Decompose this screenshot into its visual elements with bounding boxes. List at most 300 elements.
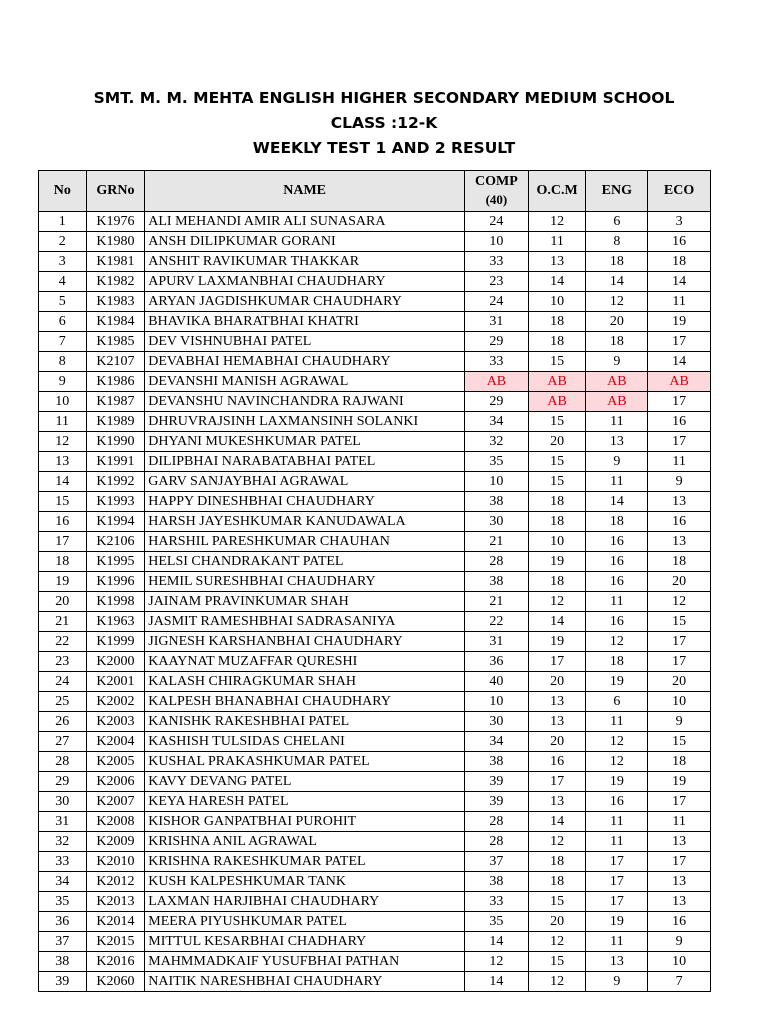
score-ocm: 18 xyxy=(528,492,586,512)
table-row xyxy=(39,612,711,632)
table-row xyxy=(39,412,711,432)
score-eco: 17 xyxy=(648,852,711,872)
table-row xyxy=(39,912,711,932)
row-no: 7 xyxy=(39,332,87,352)
row-grno: K1998 xyxy=(86,592,145,612)
score-eng: 18 xyxy=(586,652,648,672)
score-eco: 3 xyxy=(648,212,711,232)
score-eco: 16 xyxy=(648,512,711,532)
row-grno: K1976 xyxy=(86,212,145,232)
score-ocm: 15 xyxy=(528,352,586,372)
school-name: SMT. M. M. MEHTA ENGLISH HIGHER SECONDARY MEDIUM SCHOOL xyxy=(93,89,675,107)
student-name: DEVABHAI HEMABHAI CHAUDHARY xyxy=(145,352,465,372)
table-row xyxy=(39,872,711,892)
table-row xyxy=(39,472,711,492)
row-grno: K1983 xyxy=(86,292,145,312)
score-eng: 12 xyxy=(586,752,648,772)
score-eng: 6 xyxy=(586,692,648,712)
table-row xyxy=(39,632,711,652)
student-name: KRISHNA RAKESHKUMAR PATEL xyxy=(145,852,465,872)
score-eng: 8 xyxy=(586,232,648,252)
table-row xyxy=(39,732,711,752)
col-header-no: No xyxy=(39,171,87,212)
score-eng: 11 xyxy=(586,592,648,612)
row-no: 25 xyxy=(39,692,87,712)
score-ocm: AB xyxy=(528,372,586,392)
score-eco: 9 xyxy=(648,712,711,732)
score-ocm: 11 xyxy=(528,232,586,252)
score-eco: 10 xyxy=(648,692,711,712)
score-comp: 28 xyxy=(465,832,529,852)
student-name: JAINAM PRAVINKUMAR SHAH xyxy=(145,592,465,612)
score-comp: 10 xyxy=(465,472,529,492)
table-row xyxy=(39,932,711,952)
table-row xyxy=(39,772,711,792)
score-eco: 14 xyxy=(648,272,711,292)
score-eng: 14 xyxy=(586,492,648,512)
student-name: ARYAN JAGDISHKUMAR CHAUDHARY xyxy=(145,292,465,312)
score-ocm: 20 xyxy=(528,672,586,692)
score-eco: 16 xyxy=(648,232,711,252)
student-name: KASHISH TULSIDAS CHELANI xyxy=(145,732,465,752)
score-comp: 36 xyxy=(465,652,529,672)
row-grno: K2008 xyxy=(86,812,145,832)
score-ocm: 13 xyxy=(528,712,586,732)
score-eng: 17 xyxy=(586,852,648,872)
score-comp: 39 xyxy=(465,772,529,792)
row-grno: K2107 xyxy=(86,352,145,372)
score-eco: 13 xyxy=(648,532,711,552)
row-no: 33 xyxy=(39,852,87,872)
score-eco: 17 xyxy=(648,392,711,412)
score-ocm: 18 xyxy=(528,572,586,592)
row-no: 9 xyxy=(39,372,87,392)
score-ocm: 13 xyxy=(528,252,586,272)
score-eng: 11 xyxy=(586,832,648,852)
score-eco: 17 xyxy=(648,652,711,672)
row-grno: K1991 xyxy=(86,452,145,472)
student-name: ANSHIT RAVIKUMAR THAKKAR xyxy=(145,252,465,272)
score-ocm: 18 xyxy=(528,512,586,532)
table-row xyxy=(39,972,711,992)
score-eng: 14 xyxy=(586,272,648,292)
score-ocm: 20 xyxy=(528,432,586,452)
score-comp: 10 xyxy=(465,232,529,252)
student-name: DHRUVRAJSINH LAXMANSINH SOLANKI xyxy=(145,412,465,432)
score-ocm: 10 xyxy=(528,532,586,552)
score-comp: 24 xyxy=(465,292,529,312)
score-ocm: 18 xyxy=(528,312,586,332)
row-grno: K2003 xyxy=(86,712,145,732)
score-eco: 15 xyxy=(648,612,711,632)
row-no: 5 xyxy=(39,292,87,312)
score-eng: 11 xyxy=(586,412,648,432)
row-grno: K2014 xyxy=(86,912,145,932)
table-row xyxy=(39,512,711,532)
row-no: 23 xyxy=(39,652,87,672)
table-row xyxy=(39,792,711,812)
score-eng: 9 xyxy=(586,352,648,372)
row-no: 8 xyxy=(39,352,87,372)
row-no: 17 xyxy=(39,532,87,552)
score-eco: 20 xyxy=(648,672,711,692)
table-body xyxy=(39,212,711,992)
row-grno: K1985 xyxy=(86,332,145,352)
row-no: 18 xyxy=(39,552,87,572)
score-eco: 9 xyxy=(648,472,711,492)
score-eco: 13 xyxy=(648,872,711,892)
student-name: KRISHNA ANIL AGRAWAL xyxy=(145,832,465,852)
class-label: CLASS :12-K xyxy=(330,114,438,132)
row-no: 11 xyxy=(39,412,87,432)
row-no: 19 xyxy=(39,572,87,592)
score-comp: 21 xyxy=(465,532,529,552)
score-ocm: 13 xyxy=(528,792,586,812)
score-comp: 14 xyxy=(465,932,529,952)
score-eco: 18 xyxy=(648,252,711,272)
score-eco: 16 xyxy=(648,412,711,432)
score-ocm: 10 xyxy=(528,292,586,312)
row-no: 29 xyxy=(39,772,87,792)
score-ocm: 12 xyxy=(528,212,586,232)
table-row xyxy=(39,292,711,312)
score-eng: 11 xyxy=(586,472,648,492)
row-no: 27 xyxy=(39,732,87,752)
score-comp: 33 xyxy=(465,892,529,912)
score-ocm: 18 xyxy=(528,332,586,352)
row-grno: K1999 xyxy=(86,632,145,652)
score-eco: 20 xyxy=(648,572,711,592)
table-row xyxy=(39,492,711,512)
score-ocm: 15 xyxy=(528,892,586,912)
table-row xyxy=(39,272,711,292)
score-comp: 31 xyxy=(465,632,529,652)
row-grno: K2060 xyxy=(86,972,145,992)
score-eco: 18 xyxy=(648,752,711,772)
table-row xyxy=(39,892,711,912)
score-eng: AB xyxy=(586,392,648,412)
score-eco: 11 xyxy=(648,292,711,312)
score-ocm: 14 xyxy=(528,612,586,632)
score-eco: 19 xyxy=(648,772,711,792)
table-row xyxy=(39,372,711,392)
row-grno: K2007 xyxy=(86,792,145,812)
score-ocm: 13 xyxy=(528,692,586,712)
student-name: KUSHAL PRAKASHKUMAR PATEL xyxy=(145,752,465,772)
row-grno: K2000 xyxy=(86,652,145,672)
score-eng: 12 xyxy=(586,732,648,752)
row-grno: K2106 xyxy=(86,532,145,552)
col-header-comp xyxy=(465,171,529,212)
score-comp: 10 xyxy=(465,692,529,712)
student-name: DEVANSHI MANISH AGRAWAL xyxy=(145,372,465,392)
score-ocm: 14 xyxy=(528,812,586,832)
table-row xyxy=(39,352,711,372)
row-no: 34 xyxy=(39,872,87,892)
score-ocm: 19 xyxy=(528,632,586,652)
score-comp: 33 xyxy=(465,352,529,372)
student-name: KANISHK RAKESHBHAI PATEL xyxy=(145,712,465,732)
score-comp: 30 xyxy=(465,512,529,532)
row-grno: K2005 xyxy=(86,752,145,772)
table-row xyxy=(39,572,711,592)
table-row xyxy=(39,832,711,852)
score-comp: 33 xyxy=(465,252,529,272)
row-no: 6 xyxy=(39,312,87,332)
score-comp: 35 xyxy=(465,452,529,472)
score-eco: 19 xyxy=(648,312,711,332)
student-name: KUSH KALPESHKUMAR TANK xyxy=(145,872,465,892)
row-grno: K1986 xyxy=(86,372,145,392)
row-no: 39 xyxy=(39,972,87,992)
student-name: DEVANSHU NAVINCHANDRA RAJWANI xyxy=(145,392,465,412)
col-header-grno: GRNo xyxy=(86,171,145,212)
student-name: MAHMMADKAIF YUSUFBHAI PATHAN xyxy=(145,952,465,972)
student-name: DHYANI MUKESHKUMAR PATEL xyxy=(145,432,465,452)
student-name: HARSHIL PARESHKUMAR CHAUHAN xyxy=(145,532,465,552)
score-eco: AB xyxy=(648,372,711,392)
score-comp: 24 xyxy=(465,212,529,232)
table-row xyxy=(39,312,711,332)
row-no: 31 xyxy=(39,812,87,832)
row-no: 26 xyxy=(39,712,87,732)
table-row xyxy=(39,432,711,452)
row-no: 24 xyxy=(39,672,87,692)
row-no: 21 xyxy=(39,612,87,632)
score-comp: 30 xyxy=(465,712,529,732)
student-name: KALASH CHIRAGKUMAR SHAH xyxy=(145,672,465,692)
row-no: 4 xyxy=(39,272,87,292)
table-row xyxy=(39,252,711,272)
score-ocm: 12 xyxy=(528,832,586,852)
table-row xyxy=(39,712,711,732)
student-name: ALI MEHANDI AMIR ALI SUNASARA xyxy=(145,212,465,232)
score-ocm: 12 xyxy=(528,592,586,612)
score-eco: 9 xyxy=(648,932,711,952)
score-ocm: 15 xyxy=(528,452,586,472)
table-header-row xyxy=(39,171,711,212)
score-eng: 16 xyxy=(586,612,648,632)
score-ocm: 15 xyxy=(528,952,586,972)
row-no: 10 xyxy=(39,392,87,412)
student-name: HELSI CHANDRAKANT PATEL xyxy=(145,552,465,572)
score-ocm: 19 xyxy=(528,552,586,572)
score-eng: 11 xyxy=(586,812,648,832)
score-eng: AB xyxy=(586,372,648,392)
row-grno: K2012 xyxy=(86,872,145,892)
score-eng: 18 xyxy=(586,252,648,272)
row-no: 30 xyxy=(39,792,87,812)
score-comp: 29 xyxy=(465,392,529,412)
student-name: ANSH DILIPKUMAR GORANI xyxy=(145,232,465,252)
score-ocm: 12 xyxy=(528,972,586,992)
score-comp: 39 xyxy=(465,792,529,812)
score-eco: 11 xyxy=(648,812,711,832)
student-name: NAITIK NARESHBHAI CHAUDHARY xyxy=(145,972,465,992)
score-eng: 11 xyxy=(586,712,648,732)
col-header-eng: ENG xyxy=(586,171,648,212)
score-eco: 13 xyxy=(648,492,711,512)
row-grno: K1987 xyxy=(86,392,145,412)
row-grno: K1980 xyxy=(86,232,145,252)
score-ocm: 15 xyxy=(528,472,586,492)
student-name: GARV SANJAYBHAI AGRAWAL xyxy=(145,472,465,492)
row-grno: K1963 xyxy=(86,612,145,632)
col-header-name: NAME xyxy=(145,171,465,212)
score-comp: 22 xyxy=(465,612,529,632)
row-grno: K2015 xyxy=(86,932,145,952)
score-eco: 17 xyxy=(648,632,711,652)
row-grno: K1990 xyxy=(86,432,145,452)
row-grno: K1989 xyxy=(86,412,145,432)
score-comp: 38 xyxy=(465,752,529,772)
score-eng: 16 xyxy=(586,572,648,592)
row-grno: K1993 xyxy=(86,492,145,512)
score-ocm: 17 xyxy=(528,652,586,672)
document-header xyxy=(0,86,768,161)
row-grno: K2002 xyxy=(86,692,145,712)
score-eco: 14 xyxy=(648,352,711,372)
row-no: 32 xyxy=(39,832,87,852)
score-comp: 23 xyxy=(465,272,529,292)
student-name: KISHOR GANPATBHAI PUROHIT xyxy=(145,812,465,832)
score-ocm: 16 xyxy=(528,752,586,772)
score-ocm: 14 xyxy=(528,272,586,292)
score-eng: 16 xyxy=(586,552,648,572)
row-grno: K2013 xyxy=(86,892,145,912)
score-eng: 12 xyxy=(586,632,648,652)
score-ocm: 18 xyxy=(528,852,586,872)
table-row xyxy=(39,552,711,572)
score-comp: 38 xyxy=(465,492,529,512)
col-header-comp-max: (40) xyxy=(485,192,508,207)
row-no: 3 xyxy=(39,252,87,272)
row-no: 15 xyxy=(39,492,87,512)
score-ocm: 12 xyxy=(528,932,586,952)
row-no: 20 xyxy=(39,592,87,612)
score-eng: 6 xyxy=(586,212,648,232)
score-eco: 10 xyxy=(648,952,711,972)
student-name: APURV LAXMANBHAI CHAUDHARY xyxy=(145,272,465,292)
student-name: KALPESH BHANABHAI CHAUDHARY xyxy=(145,692,465,712)
score-eng: 19 xyxy=(586,772,648,792)
score-eco: 17 xyxy=(648,792,711,812)
score-eco: 13 xyxy=(648,892,711,912)
score-eng: 16 xyxy=(586,792,648,812)
row-no: 37 xyxy=(39,932,87,952)
score-eng: 9 xyxy=(586,452,648,472)
row-no: 16 xyxy=(39,512,87,532)
table-row xyxy=(39,332,711,352)
score-ocm: AB xyxy=(528,392,586,412)
score-eco: 12 xyxy=(648,592,711,612)
score-eng: 18 xyxy=(586,512,648,532)
row-grno: K1982 xyxy=(86,272,145,292)
score-ocm: 18 xyxy=(528,872,586,892)
row-no: 35 xyxy=(39,892,87,912)
score-eng: 12 xyxy=(586,292,648,312)
row-grno: K2010 xyxy=(86,852,145,872)
score-eng: 17 xyxy=(586,872,648,892)
row-no: 2 xyxy=(39,232,87,252)
table-row xyxy=(39,752,711,772)
score-eng: 19 xyxy=(586,912,648,932)
row-no: 38 xyxy=(39,952,87,972)
student-name: BHAVIKA BHARATBHAI KHATRI xyxy=(145,312,465,332)
score-comp: 21 xyxy=(465,592,529,612)
row-no: 36 xyxy=(39,912,87,932)
score-eco: 17 xyxy=(648,432,711,452)
score-comp: 12 xyxy=(465,952,529,972)
row-grno: K2009 xyxy=(86,832,145,852)
row-grno: K1996 xyxy=(86,572,145,592)
score-eng: 18 xyxy=(586,332,648,352)
student-name: HEMIL SURESHBHAI CHAUDHARY xyxy=(145,572,465,592)
row-grno: K1994 xyxy=(86,512,145,532)
row-grno: K1984 xyxy=(86,312,145,332)
student-name: JIGNESH KARSHANBHAI CHAUDHARY xyxy=(145,632,465,652)
score-eco: 17 xyxy=(648,332,711,352)
student-name: JASMIT RAMESHBHAI SADRASANIYA xyxy=(145,612,465,632)
score-eng: 19 xyxy=(586,672,648,692)
score-eco: 15 xyxy=(648,732,711,752)
score-ocm: 20 xyxy=(528,732,586,752)
row-no: 13 xyxy=(39,452,87,472)
score-eng: 16 xyxy=(586,532,648,552)
score-comp: 35 xyxy=(465,912,529,932)
row-grno: K1992 xyxy=(86,472,145,492)
score-eco: 11 xyxy=(648,452,711,472)
row-no: 22 xyxy=(39,632,87,652)
score-comp: 14 xyxy=(465,972,529,992)
col-header-ocm: O.C.M xyxy=(528,171,586,212)
student-name: KAAYNAT MUZAFFAR QURESHI xyxy=(145,652,465,672)
row-grno: K1981 xyxy=(86,252,145,272)
row-grno: K2016 xyxy=(86,952,145,972)
score-eng: 13 xyxy=(586,432,648,452)
score-eco: 18 xyxy=(648,552,711,572)
score-eng: 11 xyxy=(586,932,648,952)
row-no: 1 xyxy=(39,212,87,232)
row-no: 12 xyxy=(39,432,87,452)
student-name: HAPPY DINESHBHAI CHAUDHARY xyxy=(145,492,465,512)
row-no: 28 xyxy=(39,752,87,772)
row-no: 14 xyxy=(39,472,87,492)
score-eco: 13 xyxy=(648,832,711,852)
score-comp: 28 xyxy=(465,552,529,572)
student-name: LAXMAN HARJIBHAI CHAUDHARY xyxy=(145,892,465,912)
score-eng: 13 xyxy=(586,952,648,972)
score-comp: AB xyxy=(465,372,529,392)
row-grno: K2004 xyxy=(86,732,145,752)
student-name: KEYA HARESH PATEL xyxy=(145,792,465,812)
score-eco: 7 xyxy=(648,972,711,992)
student-name: DILIPBHAI NARABATABHAI PATEL xyxy=(145,452,465,472)
table-row xyxy=(39,952,711,972)
table-row xyxy=(39,852,711,872)
score-eco: 16 xyxy=(648,912,711,932)
score-comp: 34 xyxy=(465,732,529,752)
table-row xyxy=(39,672,711,692)
table-row xyxy=(39,532,711,552)
table-row xyxy=(39,592,711,612)
score-comp: 31 xyxy=(465,312,529,332)
score-comp: 32 xyxy=(465,432,529,452)
col-header-comp-label: COMP xyxy=(475,174,518,189)
score-comp: 38 xyxy=(465,572,529,592)
student-name: MEERA PIYUSHKUMAR PATEL xyxy=(145,912,465,932)
table-row xyxy=(39,452,711,472)
